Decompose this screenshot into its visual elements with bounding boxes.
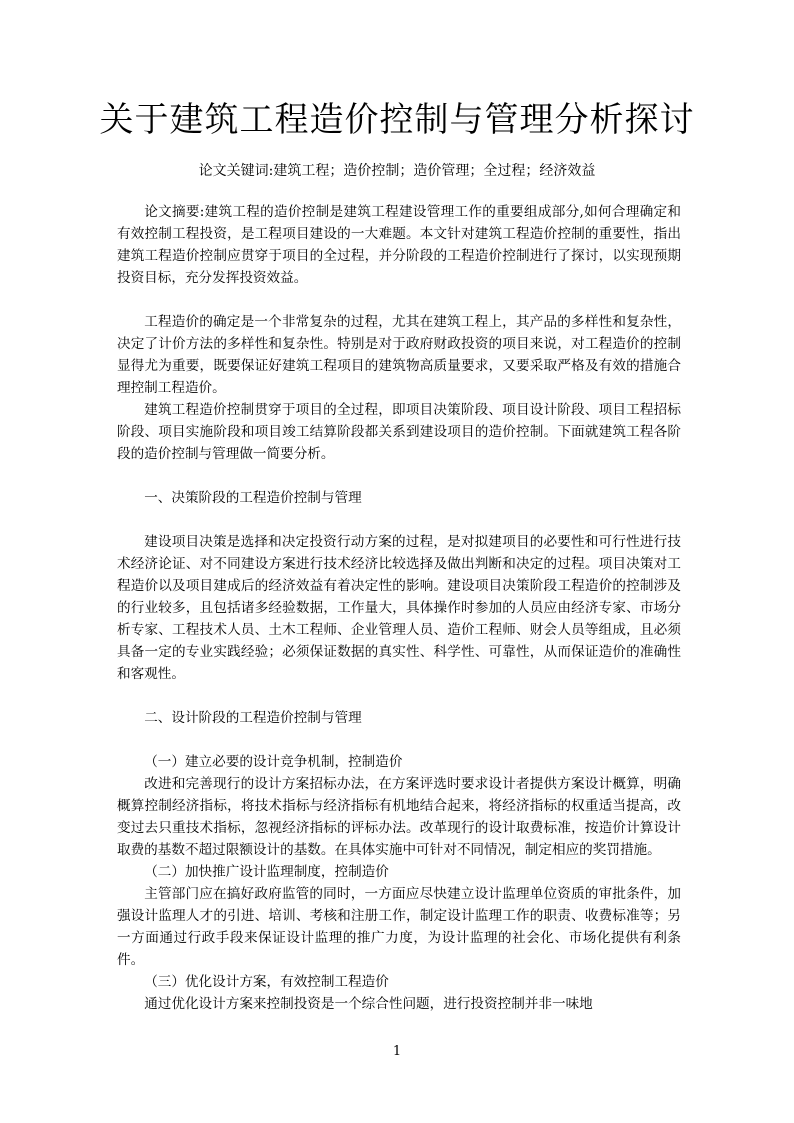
abstract-paragraph: 论文摘要:建筑工程的造价控制是建筑工程建设管理工作的重要组成部分,如何合理确定和有效控制工程投资，是工程项目建设的一大难题。本文针对建筑工程造价控制的重要性，指出建筑工程造价控制应贯穿于项目的全过程，并分阶段的工程造价控制进行了探讨，以实现预期投资目标，充分发挥投资效益。: [117, 204, 681, 286]
paragraph-gap: [117, 509, 681, 531]
section-1-heading: 一、决策阶段的工程造价控制与管理: [144, 490, 362, 506]
intro-paragraph-1: 工程造价的确定是一个非常复杂的过程，尤其在建筑工程上，其产品的多样性和复杂性，决定了计价方法的多样性和复杂性。特别是对于政府财政投资的项目来说，对工程造价的控制显得尤为重要，既要保证好建筑工程项目的建筑物高质量要求，又要采取严格及有效的措施合理控制工程造价。: [117, 314, 681, 396]
subsection-2-2-paragraph: 主管部门应在搞好政府监管的同时，一方面应尽快建立设计监理单位资质的审批条件，加强设计监理人才的引进、培训、考核和注册工作，制定设计监理工作的职责、收费标准等；另一方面通过行政手段来保证设计监理的推广力度，为设计监理的社会化、市场化提供有利条件。: [117, 886, 681, 968]
subsection-2-3-paragraph: 通过优化设计方案来控制投资是一个综合性问题，进行投资控制并非一味地: [144, 996, 593, 1012]
subsection-2-3-heading: （三）优化设计方案，有效控制工程造价: [144, 974, 389, 990]
subsection-2-2-heading: （二）加快推广设计监理制度，控制造价: [144, 864, 389, 880]
intro-paragraph-2: 建筑工程造价控制贯穿于项目的全过程，即项目决策阶段、项目设计阶段、项目工程招标阶段、项目实施阶段和项目竣工结算阶段都关系到建设项目的造价控制。下面就建筑工程各阶段的造价控制与管理做一简要分析。: [117, 402, 681, 462]
section-2-heading: 二、设计阶段的工程造价控制与管理: [144, 710, 362, 726]
paragraph-gap: [117, 729, 681, 751]
keywords-line: 论文关键词:建筑工程；造价控制；造价管理；全过程；经济效益: [198, 163, 596, 179]
paragraph-gap: [117, 685, 681, 707]
paragraph-gap: [117, 289, 681, 311]
subsection-2-1-paragraph: 改进和完善现行的设计方案招标办法，在方案评选时要求设计者提供方案设计概算，明确概算控制经济指标，将技术指标与经济指标有机地结合起来，将经济指标的权重适当提高，改变过去只重技术指标，忽视经济指标的评标办法。改革现行的设计取费标准，按造价计算设计取费的基数不超过限额设计的基数。在具体实施中可针对不同情况，制定相应的奖罚措施。: [117, 776, 681, 858]
document-title: 关于建筑工程造价控制与管理分析探讨: [99, 100, 695, 140]
paragraph-gap: [117, 465, 681, 487]
subsection-2-1-heading: （一）建立必要的设计竞争机制，控制造价: [144, 754, 403, 770]
section-1-paragraph: 建设项目决策是选择和决定投资行动方案的过程，是对拟建项目的必要性和可行性进行技术经济论证、对不同建设方案进行技术经济比较选择及做出判断和决定的过程。项目决策对工程造价以及项目建成后的经济效益有着决定性的影响。建设项目决策阶段工程造价的控制涉及的行业较多，且包括诸多经验数据，工作量大，具体操作时参加的人员应由经济专家、市场分析专家、工程技术人员、土木工程师、企业管理人员、造价工程师、财会人员等组成，且必须具备一定的专业实践经验；必须保证数据的真实性、科学性、可靠性，从而保证造价的准确性和客观性。: [117, 534, 681, 682]
page-number: 1: [392, 1044, 402, 1059]
document-body: [117, 201, 681, 1015]
